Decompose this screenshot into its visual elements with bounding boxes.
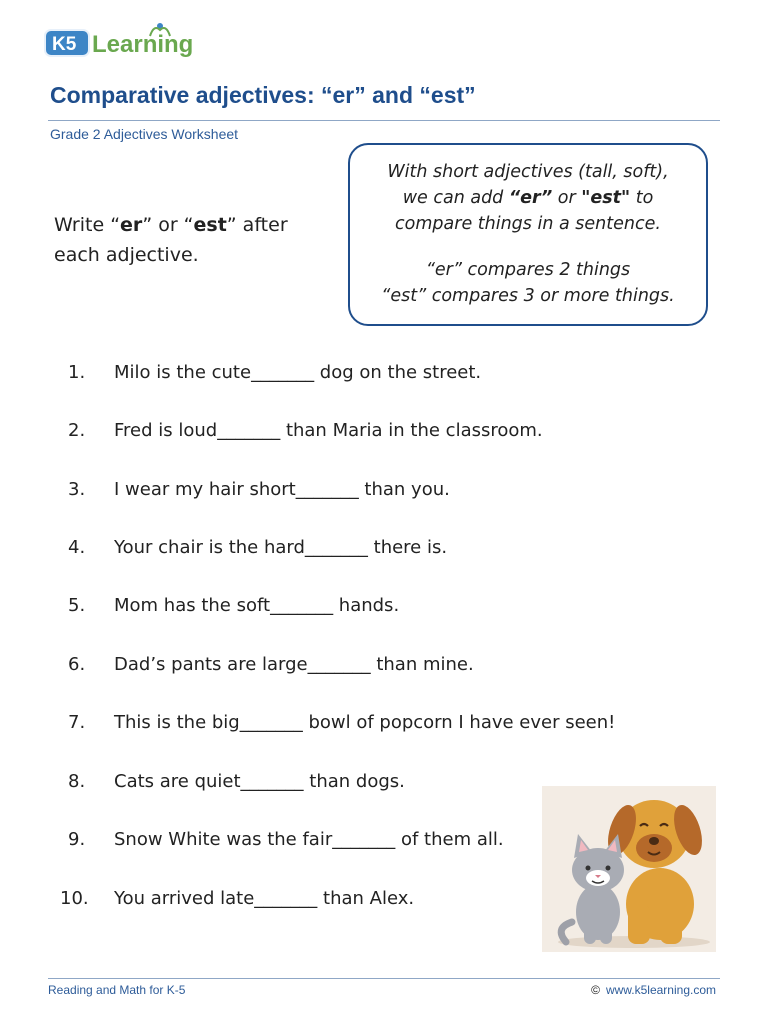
grammar-rule-box bbox=[348, 143, 708, 326]
instruction-est: est bbox=[193, 214, 227, 236]
question-number: 6. bbox=[68, 654, 86, 675]
instruction-text-1: Write “ bbox=[54, 214, 121, 236]
rule-est: "est" bbox=[581, 188, 631, 208]
rule-er: “er” bbox=[508, 188, 553, 208]
rule-line-2 bbox=[350, 185, 706, 211]
footer-divider bbox=[48, 978, 720, 979]
instruction-er: er bbox=[120, 214, 143, 236]
question-number: 7. bbox=[68, 712, 86, 733]
rule-line-4: “er” compares 2 things bbox=[425, 260, 631, 280]
question-text: I wear my hair short_______ than you. bbox=[114, 479, 450, 500]
question-item bbox=[0, 420, 768, 450]
instruction-text-2: ” or “ bbox=[142, 214, 194, 236]
question-text: Mom has the soft_______ hands. bbox=[114, 595, 400, 616]
question-item bbox=[0, 537, 768, 567]
rule-line-2-b: or bbox=[552, 188, 582, 208]
question-item bbox=[0, 654, 768, 684]
question-text: Fred is loud_______ than Maria in the classroom. bbox=[114, 420, 543, 441]
question-text: Your chair is the hard_______ there is. bbox=[114, 537, 448, 558]
question-number: 10. bbox=[60, 888, 89, 909]
instruction-text-3: ” after each adjective. bbox=[54, 214, 288, 266]
k5-learning-logo bbox=[44, 18, 214, 60]
worksheet-instruction bbox=[54, 210, 334, 270]
cat-and-dog-illustration bbox=[542, 786, 716, 952]
question-number: 5. bbox=[68, 595, 86, 616]
rule-line-1: With short adjectives (tall, soft), bbox=[387, 162, 669, 182]
question-text: Snow White was the fair_______ of them all. bbox=[114, 829, 504, 850]
website-link[interactable]: www.k5learning.com bbox=[605, 983, 716, 997]
question-item bbox=[0, 362, 768, 392]
copyright-icon: © bbox=[591, 983, 600, 997]
question-text: This is the big_______ bowl of popcorn I have ever seen! bbox=[114, 712, 616, 733]
question-number: 2. bbox=[68, 420, 86, 441]
footer-website bbox=[591, 983, 716, 997]
header-divider bbox=[48, 120, 720, 121]
rule-line-2-c: to bbox=[630, 188, 654, 208]
rule-line-2-a: we can add bbox=[402, 188, 509, 208]
footer-tagline: Reading and Math for K-5 bbox=[48, 983, 186, 997]
question-number: 9. bbox=[68, 829, 86, 850]
question-item bbox=[0, 479, 768, 509]
worksheet-subtitle: Grade 2 Adjectives Worksheet bbox=[50, 126, 239, 142]
page-title: Comparative adjectives: “er” and “est” bbox=[50, 82, 476, 108]
question-text: Dad’s pants are large_______ than mine. bbox=[114, 654, 474, 675]
question-text: You arrived late_______ than Alex. bbox=[114, 888, 415, 909]
rule-line-3: compare things in a sentence. bbox=[395, 214, 661, 234]
question-number: 3. bbox=[68, 479, 86, 500]
question-number: 1. bbox=[68, 362, 86, 383]
svg-text:Learning: Learning bbox=[92, 31, 194, 58]
question-number: 4. bbox=[68, 537, 86, 558]
question-item bbox=[0, 595, 768, 625]
question-text: Milo is the cute_______ dog on the street. bbox=[114, 362, 482, 383]
svg-text:K5: K5 bbox=[52, 34, 77, 55]
question-number: 8. bbox=[68, 771, 86, 792]
rule-line-5: “est” compares 3 or more things. bbox=[381, 286, 675, 306]
question-text: Cats are quiet_______ than dogs. bbox=[114, 771, 405, 792]
question-item bbox=[0, 712, 768, 742]
